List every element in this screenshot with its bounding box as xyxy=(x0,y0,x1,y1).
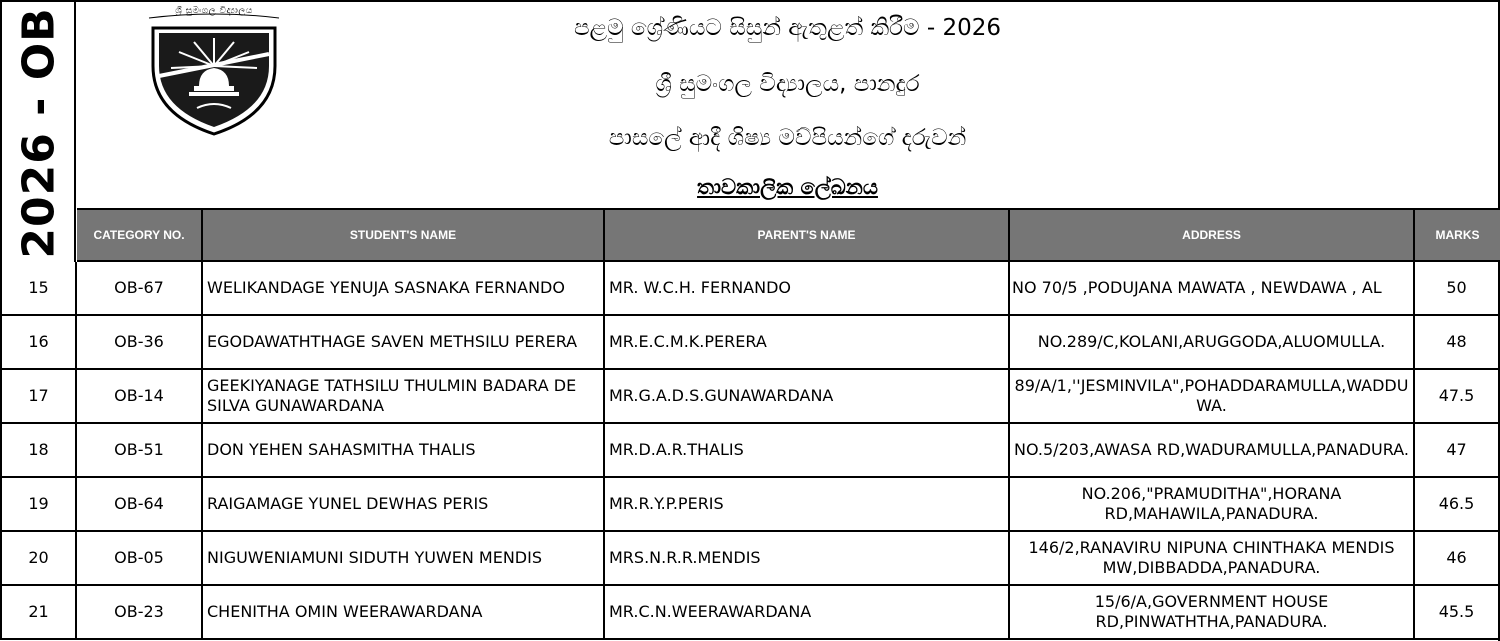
student-name: WELIKANDAGE YENUJA SASNAKA FERNANDO xyxy=(203,262,605,314)
parent-name: MR.R.Y.P.PERIS xyxy=(605,478,1010,530)
category-no: OB-14 xyxy=(77,370,203,422)
row-index: 17 xyxy=(0,370,77,422)
student-name: DON YEHEN SAHASMITHA THALIS xyxy=(203,424,605,476)
row-index: 15 xyxy=(0,262,77,314)
parent-name: MR.C.N.WEERAWARDANA xyxy=(605,586,1010,638)
address: 146/2,RANAVIRU NIPUNA CHINTHAKA MENDIS MW,DIBBADDA,PANADURA. xyxy=(1010,532,1415,584)
table-row xyxy=(0,424,1500,478)
side-label: 2026 - OB xyxy=(13,7,65,259)
row-index: 21 xyxy=(0,586,77,638)
row-index: 18 xyxy=(0,424,77,476)
marks: 46 xyxy=(1415,532,1500,584)
marks: 46.5 xyxy=(1415,478,1500,530)
table-row xyxy=(0,262,1500,316)
parent-name: MR.D.A.R.THALIS xyxy=(605,424,1010,476)
address: 89/A/1,''JESMINVILA",POHADDARAMULLA,WADDUWA. xyxy=(1010,370,1415,422)
side-panel xyxy=(1,1,76,262)
title-temporary-list: තාවකාලික ලේඛනය xyxy=(697,175,878,199)
table-row xyxy=(0,316,1500,370)
table-row xyxy=(0,478,1500,532)
column-header-parent: PARENT'S NAME xyxy=(605,210,1010,260)
address: NO 70/5 ,PODUJANA MAWATA , NEWDAWA , AL xyxy=(1010,262,1415,314)
category-no: OB-64 xyxy=(77,478,203,530)
document-header xyxy=(77,1,1498,208)
student-name: EGODAWATHTHAGE SAVEN METHSILU PERERA xyxy=(203,316,605,368)
parent-name: MRS.N.R.R.MENDIS xyxy=(605,532,1010,584)
marks: 47.5 xyxy=(1415,370,1500,422)
table-row xyxy=(0,532,1500,586)
student-name: RAIGAMAGE YUNEL DEWHAS PERIS xyxy=(203,478,605,530)
marks: 50 xyxy=(1415,262,1500,314)
category-no: OB-36 xyxy=(77,316,203,368)
parent-name: MR.E.C.M.K.PERERA xyxy=(605,316,1010,368)
address: 15/6/A,GOVERNMENT HOUSE RD,PINWATHTHA,PANADURA. xyxy=(1010,586,1415,638)
address: NO.206,"PRAMUDITHA",HORANA RD,MAHAWILA,PANADURA. xyxy=(1010,478,1415,530)
student-name: CHENITHA OMIN WEERAWARDANA xyxy=(203,586,605,638)
table-row xyxy=(0,370,1500,424)
crest-banner-text: ශ්‍රී සුමංගල විද්‍යාලය xyxy=(175,6,253,16)
parent-name: MR. W.C.H. FERNANDO xyxy=(605,262,1010,314)
table-row xyxy=(0,586,1500,640)
column-header-student: STUDENT'S NAME xyxy=(203,210,605,260)
row-index: 20 xyxy=(0,532,77,584)
title-admission: පළමු ශ්‍රේණියට සිසුන් ඇතුළත් කිරීම - 2026 xyxy=(573,15,1002,41)
address: NO.289/C,KOLANI,ARUGGODA,ALUOMULLA. xyxy=(1010,316,1415,368)
row-index: 16 xyxy=(0,316,77,368)
column-header-category: CATEGORY NO. xyxy=(77,210,203,260)
row-index: 19 xyxy=(0,478,77,530)
category-no: OB-05 xyxy=(77,532,203,584)
title-school-name: ශ්‍රී සුමංගල විද්‍යාලය, පානදුර xyxy=(655,71,920,97)
title-category: පාසලේ ආදී ශිෂ්‍ය මව්පියන්ගේ දරුවන් xyxy=(608,125,967,151)
column-header-address: ADDRESS xyxy=(1010,210,1415,260)
address: NO.5/203,AWASA RD,WADURAMULLA,PANADURA. xyxy=(1010,424,1415,476)
student-name: GEEKIYANAGE TATHSILU THULMIN BADARA DE SILVA GUNAWARDANA xyxy=(203,370,605,422)
marks: 47 xyxy=(1415,424,1500,476)
category-no: OB-67 xyxy=(77,262,203,314)
table-body xyxy=(0,262,1500,640)
parent-name: MR.G.A.D.S.GUNAWARDANA xyxy=(605,370,1010,422)
marks: 45.5 xyxy=(1415,586,1500,638)
student-name: NIGUWENIAMUNI SIDUTH YUWEN MENDIS xyxy=(203,532,605,584)
column-header-marks: MARKS xyxy=(1415,210,1500,260)
marks: 48 xyxy=(1415,316,1500,368)
category-no: OB-23 xyxy=(77,586,203,638)
table-header xyxy=(77,208,1500,262)
category-no: OB-51 xyxy=(77,424,203,476)
